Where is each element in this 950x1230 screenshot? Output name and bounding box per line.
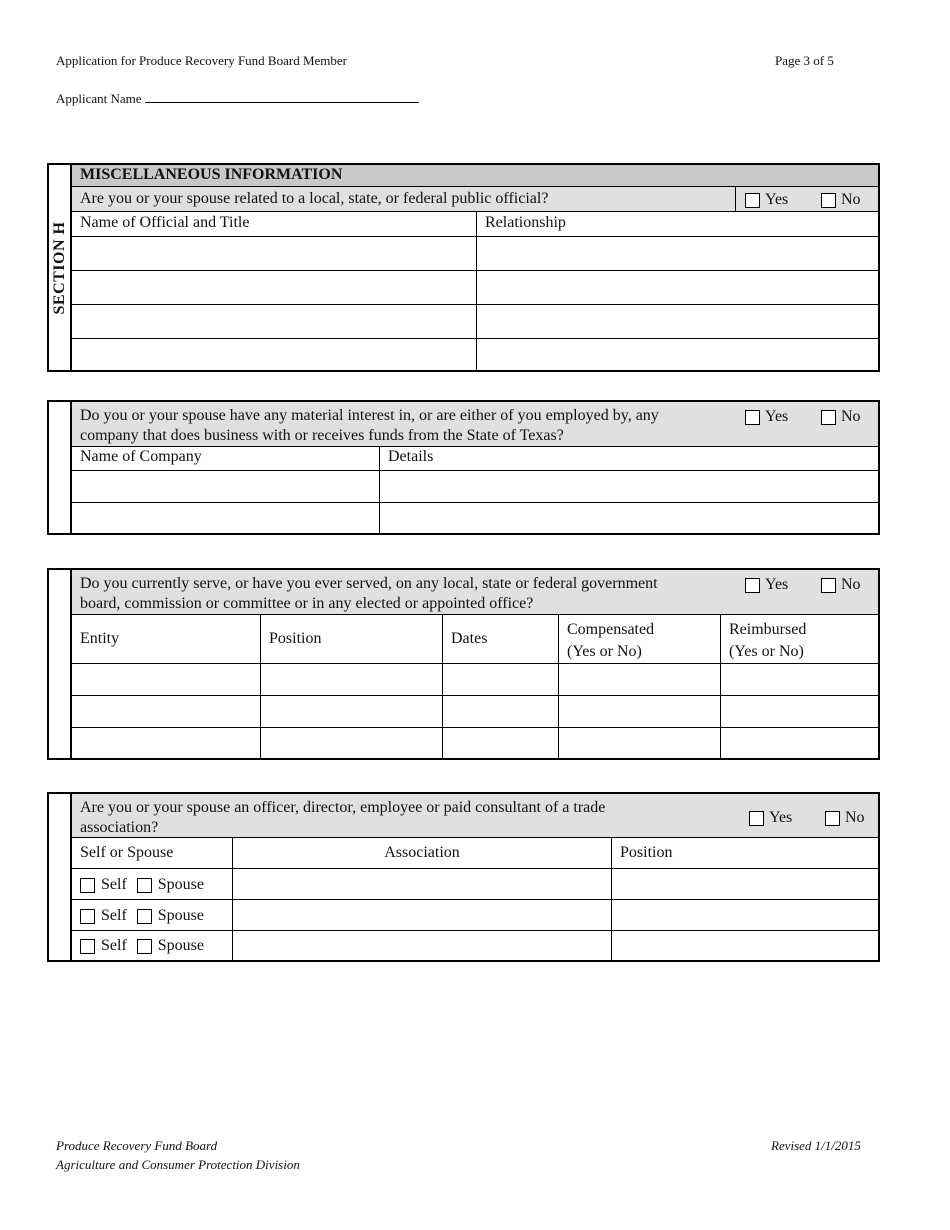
form-title: Application for Produce Recovery Fund Board Member: [56, 53, 347, 68]
table-row: [72, 339, 878, 370]
self-option[interactable]: Self: [80, 907, 127, 925]
company-name-cell[interactable]: [72, 471, 380, 502]
official-question: Are you or your spouse related to a local, state, or federal public official?: [80, 190, 549, 207]
table-row: [72, 931, 878, 960]
table-row: [72, 471, 878, 503]
dates-header: Dates: [443, 615, 559, 663]
relationship-cell[interactable]: [477, 237, 878, 270]
compensated-cell[interactable]: [559, 696, 721, 727]
position-cell[interactable]: [261, 664, 443, 695]
trade-yes-checkbox[interactable]: [749, 811, 764, 826]
relationship-cell[interactable]: [477, 271, 878, 304]
table-row: [72, 503, 878, 533]
table-row: [72, 869, 878, 900]
reimbursed-cell[interactable]: [721, 696, 878, 727]
company-header-row: [72, 447, 878, 471]
spouse-option[interactable]: Spouse: [137, 907, 204, 925]
service-header-row: [72, 615, 878, 664]
material-yes-option[interactable]: Yes: [745, 408, 788, 426]
service-yes-option[interactable]: Yes: [745, 576, 788, 594]
position-cell[interactable]: [261, 696, 443, 727]
association-header: Association: [233, 838, 612, 868]
applicant-name-row: [56, 90, 419, 107]
reimbursed-header: Reimbursed (Yes or No): [729, 621, 807, 660]
service-no-option[interactable]: No: [821, 576, 861, 594]
relationship-header: Relationship: [485, 214, 566, 231]
trade-position-cell[interactable]: [612, 931, 878, 960]
association-cell[interactable]: [233, 900, 612, 930]
official-name-cell[interactable]: [72, 305, 477, 338]
section-sidebar: [49, 794, 72, 960]
material-question: Do you or your spouse have any material interest in, or are either of you employed by, any company that does business with or receives funds from the State of Texas?: [80, 407, 659, 444]
trade-header-row: [72, 838, 878, 869]
compensated-cell[interactable]: [559, 728, 721, 758]
relationship-cell[interactable]: [477, 339, 878, 370]
self-option[interactable]: Self: [80, 876, 127, 894]
official-no-checkbox[interactable]: [821, 193, 836, 208]
trade-yes-option[interactable]: Yes: [749, 809, 792, 827]
table-row: [72, 900, 878, 931]
entity-header: Entity: [72, 615, 261, 663]
trade-association-block: [47, 792, 880, 962]
misc-heading: MISCELLANEOUS INFORMATION: [80, 166, 343, 183]
position-header: Position: [261, 615, 443, 663]
reimbursed-cell[interactable]: [721, 664, 878, 695]
spouse-option[interactable]: Spouse: [137, 876, 204, 894]
trade-no-option[interactable]: No: [825, 809, 865, 827]
dates-cell[interactable]: [443, 664, 559, 695]
compensated-header: Compensated (Yes or No): [559, 615, 721, 663]
details-cell[interactable]: [380, 503, 878, 533]
official-question-row: [72, 187, 878, 212]
table-row: [72, 696, 878, 728]
self-checkbox[interactable]: [80, 909, 95, 924]
association-cell[interactable]: [233, 931, 612, 960]
material-interest-block: [47, 400, 880, 535]
table-row: [72, 271, 878, 305]
misc-info-block: [47, 163, 880, 372]
official-yes-checkbox[interactable]: [745, 193, 760, 208]
dates-cell[interactable]: [443, 728, 559, 758]
page-number: Page 3 of 5: [775, 53, 834, 68]
company-name-cell[interactable]: [72, 503, 380, 533]
compensated-cell[interactable]: [559, 664, 721, 695]
trade-question-row: [72, 794, 878, 838]
spouse-checkbox[interactable]: [137, 878, 152, 893]
trade-no-checkbox[interactable]: [825, 811, 840, 826]
official-yes-option[interactable]: Yes: [745, 191, 788, 209]
table-row: [72, 728, 878, 758]
reimbursed-cell[interactable]: [721, 728, 878, 758]
official-name-cell[interactable]: [72, 339, 477, 370]
self-spouse-cell: [72, 931, 233, 960]
trade-question: Are you or your spouse an officer, director, employee or paid consultant of a trade association?: [80, 799, 606, 836]
material-yes-checkbox[interactable]: [745, 410, 760, 425]
association-cell[interactable]: [233, 869, 612, 899]
section-sidebar: [49, 165, 72, 370]
entity-cell[interactable]: [72, 664, 261, 695]
self-spouse-header: Self or Spouse: [72, 838, 233, 868]
material-no-option[interactable]: No: [821, 408, 861, 426]
trade-position-header: Position: [620, 844, 673, 861]
self-spouse-cell: [72, 869, 233, 899]
service-yes-checkbox[interactable]: [745, 578, 760, 593]
material-no-checkbox[interactable]: [821, 410, 836, 425]
trade-position-cell[interactable]: [612, 869, 878, 899]
service-no-checkbox[interactable]: [821, 578, 836, 593]
self-option[interactable]: Self: [80, 937, 127, 955]
section-label: SECTION H: [50, 221, 68, 314]
official-header-row: [72, 212, 878, 237]
details-cell[interactable]: [380, 471, 878, 502]
trade-position-cell[interactable]: [612, 900, 878, 930]
self-checkbox[interactable]: [80, 878, 95, 893]
details-header: Details: [388, 448, 434, 465]
table-row: [72, 664, 878, 696]
self-spouse-cell: [72, 900, 233, 930]
position-cell[interactable]: [261, 728, 443, 758]
entity-cell[interactable]: [72, 696, 261, 727]
footer-revised: Revised 1/1/2015: [771, 1138, 861, 1153]
company-name-header: Name of Company: [72, 447, 380, 470]
section-sidebar: [49, 402, 72, 533]
section-sidebar: [49, 570, 72, 758]
spouse-checkbox[interactable]: [137, 939, 152, 954]
table-row: [72, 305, 878, 339]
spouse-option[interactable]: Spouse: [137, 937, 204, 955]
spouse-checkbox[interactable]: [137, 909, 152, 924]
service-question: Do you currently serve, or have you ever served, on any local, state or federal government board, commission or committee or in any elected or appointed office?: [80, 575, 658, 612]
entity-cell[interactable]: [72, 728, 261, 758]
footer-org: Produce Recovery Fund Board: [56, 1138, 218, 1153]
dates-cell[interactable]: [443, 696, 559, 727]
official-name-cell[interactable]: [72, 237, 477, 270]
self-checkbox[interactable]: [80, 939, 95, 954]
relationship-cell[interactable]: [477, 305, 878, 338]
official-no-option[interactable]: No: [821, 191, 861, 209]
government-service-block: [47, 568, 880, 760]
applicant-name-label: Applicant Name: [56, 91, 142, 106]
official-name-cell[interactable]: [72, 271, 477, 304]
material-question-row: [72, 402, 878, 447]
official-name-header: Name of Official and Title: [72, 212, 477, 236]
applicant-name-field[interactable]: [145, 90, 419, 103]
misc-heading-row: [72, 165, 878, 187]
footer-division: Agriculture and Consumer Protection Division: [56, 1157, 300, 1172]
table-row: [72, 237, 878, 271]
service-question-row: [72, 570, 878, 615]
